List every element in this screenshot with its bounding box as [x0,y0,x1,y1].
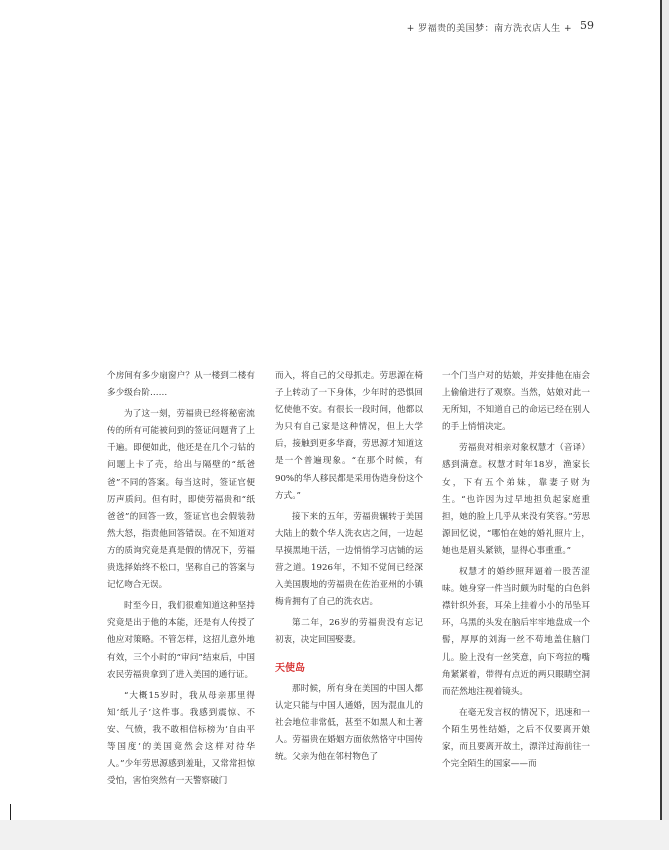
page-edge [660,0,662,820]
paragraph: 在毫无发言权的情况下，迅速和一个陌生男性结婚，之后不仅要离开娘家，而且要离开故土，漂洋过海前往一个完全陌生的国家——而 [442,707,590,770]
page-number: 59 [580,19,594,32]
paragraph: 为了这一刻，劳福贵已经将秘密流传的所有可能被问到的签证问题背了上千遍。即便如此，他还是在几个刁钻的问题上卡了壳，给出与隔壁的“纸爸爸”不同的答案。每当这时，签证官便厉声质问。但有时，即使劳福贵和“纸爸爸”的回答一致，签证官也会假装勃然大怒，指责他回答错误。在不知道对方的质询究竟是真是假的情况下，劳福贵选择始终不松口，坚称自己的答案与记忆吻合无误。 [107,409,255,591]
section-heading: 天使岛 [275,662,305,674]
paragraph: 那时候，所有身在美国的中国人都认定只能与中国人通婚，因为混血儿的社会地位非常低，甚至不如黑人和土著人。劳福贵在婚姻方面依然恪守中国传统。父亲为他在邻村物色了 [275,683,423,762]
text-column-1 [107,368,255,794]
paragraph: 个房间有多少扇窗户？从一楼到二楼有多少级台阶…… [107,371,255,399]
text-cursor [10,804,11,820]
text-column-3 [442,368,590,777]
paragraph: 一个门当户对的姑娘，并安排他在庙会上偷偷进行了观察。当然，姑娘对此一无所知，不知道自己的命运已经在别人的手上悄悄决定。 [442,371,590,433]
paragraph: 而入，将自己的父母抓走。劳思源在椅子上转动了一下身体，少年时的恐惧回忆使他不安。有很长一段时间，他都以为只有自己家是这种情况，但上大学后，接触到更多华裔，劳思源才知道这是一个普遍现象。“在那个时候，有90%的华人移民都是采用伪造身份这个方式。” [275,371,424,501]
paragraph: 接下来的五年，劳福贵辗转于美国大陆上的数个华人洗衣店之间，一边起早摸黑地干活，一边悄悄学习店铺的运营之道。1926年，不知不觉间已经深入美国腹地的劳福贵在佐治亚州的小镇梅肯拥有了自己的洗衣店。 [275,511,423,608]
paragraph: 时至今日，我们很难知道这种坚持究竟是出于他的本能，还是有人传授了他应对策略。不管怎样，这招儿意外地有效，三个小时的“审问”结束后，中国农民劳福贵拿到了进入美国的通行证。 [107,601,255,680]
running-header: + 罗福贵的美国梦：南方洗衣店人生 + [406,24,572,34]
paragraph: “大概15岁时，我从母亲那里得知‘纸儿子’这件事。我感到震惊、不安、气愤，我不敢相信标榜为‘自由平等国度’的美国竟然会这样对待华人。”少年劳思源感到羞耻，又常常担惊受怕，害怕突然有一天警察破门 [107,690,255,787]
paragraph: 第二年，26岁的劳福贵没有忘记初衷，决定回国娶妻。 [275,618,423,646]
viewer-bottom-strip [0,820,669,850]
text-column-2 [275,368,423,770]
paragraph: 权慧才的婚纱照拜逼着一股苦涩味。她身穿一件当时颇为时髦的白色斜襟针织外套，耳朵上挂着小小的吊坠耳环，乌黑的头发在脑后牢牢地盘成一个髻，厚厚的刘海一丝不苟地盖住脑门儿。脸上没有一丝笑意，向下弯拉的嘴角紧紧着，带得有点近的两只眼睛空洞而茫然地注视着镜头。 [442,567,590,697]
paragraph: 劳福贵对相亲对象权慧才（音译）感到满意。权慧才时年18岁，渔家长女，下有五个弟妹，靠妻子财为生。“也许因为过早地担负起家庭重担，她的脸上几乎从来没有笑容。”劳思源回忆说，“哪怕在她的婚礼照片上，她也是眉头紧锁，显得心事重重。” [442,443,590,556]
